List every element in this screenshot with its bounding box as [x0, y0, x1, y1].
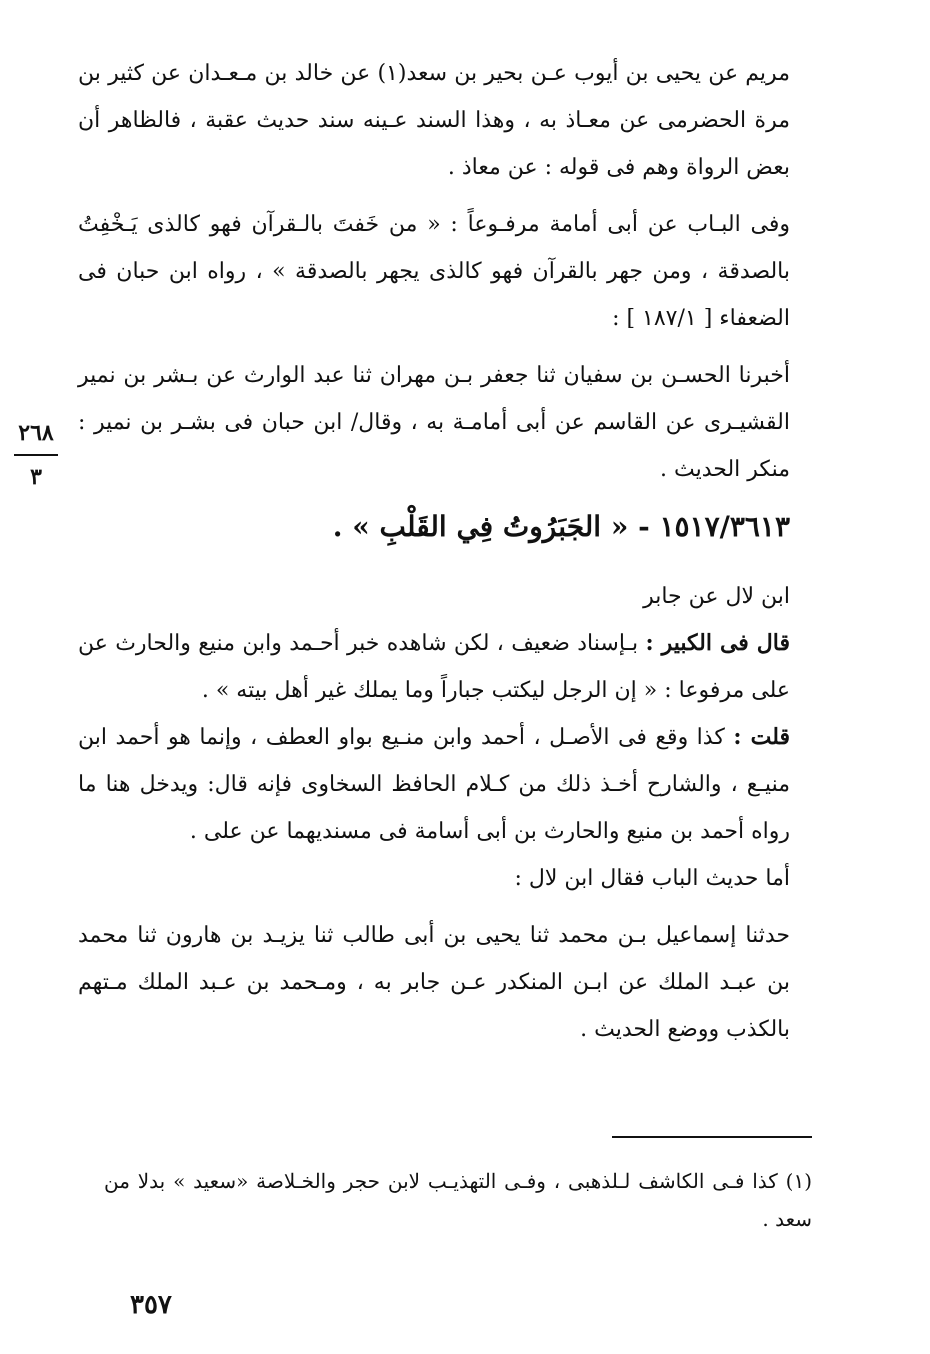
footnote-divider — [612, 1136, 812, 1138]
paragraph-5-lead: قال فى الكبير : — [645, 630, 791, 656]
paragraph-6 — [78, 714, 790, 855]
paragraph-6-body: كذا وقع فى الأصـل ، أحمد وابن منـيع بواو العطف ، وإنما هو أحمد ابن منيـع ، والشارح أخـذ ذلك من كـلام الحافظ السخاوى فإنه قال: ويدخل هنا ما رواه أحمد بن منيع والحارث بن أبى أسامة فى مسنديهما عن على . — [78, 725, 790, 844]
paragraph-4: ابن لال عن جابر — [643, 584, 790, 609]
margin-reference-bottom: ٣ — [30, 464, 42, 490]
page-number: ٣٥٧ — [130, 1290, 172, 1320]
margin-reference — [10, 418, 62, 492]
main-text — [78, 50, 790, 1053]
hadith-heading: ١٥١٧/٣٦١٣ - « الجَبَرُوتُ فِي القَلْبِ » . — [332, 510, 790, 543]
paragraph-5 — [78, 620, 790, 714]
margin-reference-divider — [14, 454, 58, 456]
paragraph-2: وفى البـاب عن أبى أمامة مرفـوعاً : « من خَفتَ بالـقرآن فهو كالذى يَـخْفِتُ بالصدقة ، ومن جهر بالقرآن فهو كالذى يجهر بالصدقة » ، رواه ابن حبان فى الضعفاء [ ١٨٧/١ ] : — [78, 212, 790, 331]
margin-reference-top: ٢٦٨ — [18, 420, 54, 446]
paragraph-3: أخبرنا الحسـن بن سفيان ثنا جعفر بـن مهران ثنا عبد الوارث عن بـشر بن نمير القشيـرى عن القاسم عن أبى أمامـة به ، وقال/ ابن حبان فى بشـر بن نمير : منكر الحديث . — [78, 363, 790, 482]
footnote: (١) كذا فـى الكاشف لـلذهبى ، وفـى التهذيـب لابن حجر والخـلاصة «سعيد » بدلا من سعد . — [104, 1169, 812, 1231]
paragraph-5-body: بـإسناد ضعيف ، لكن شاهده خبر أحـمد وابن منيع والحارث عن على مرفوعا : « إن الرجل ليكتب جباراً وما يملك غير أهل بيته » . — [78, 631, 790, 703]
paragraph-1: مريم عن يحيى بن أيوب عـن بحير بن سعد(١) عن خالد بن مـعـدان عن كثير بن مرة الحضرمى عن معـاذ به ، وهذا السند عـينه سند حديث عقبة ، فالظاهر أن بعض الرواة وهم فى قوله : عن معاذ . — [78, 61, 790, 180]
paragraph-8: حدثنا إسماعيل بـن محمد ثنا يحيى بن أبى طالب ثنا يزيـد بن هارون ثنا محمد بن عبـد الملك عن ابـن المنكدر عـن جابر به ، ومـحمد بن عـبد الملك مـتهم بالكذب ووضع الحديث . — [78, 923, 790, 1042]
paragraph-6-lead: قلت : — [733, 724, 791, 750]
paragraph-7: أما حديث الباب فقال ابن لال : — [514, 866, 790, 891]
